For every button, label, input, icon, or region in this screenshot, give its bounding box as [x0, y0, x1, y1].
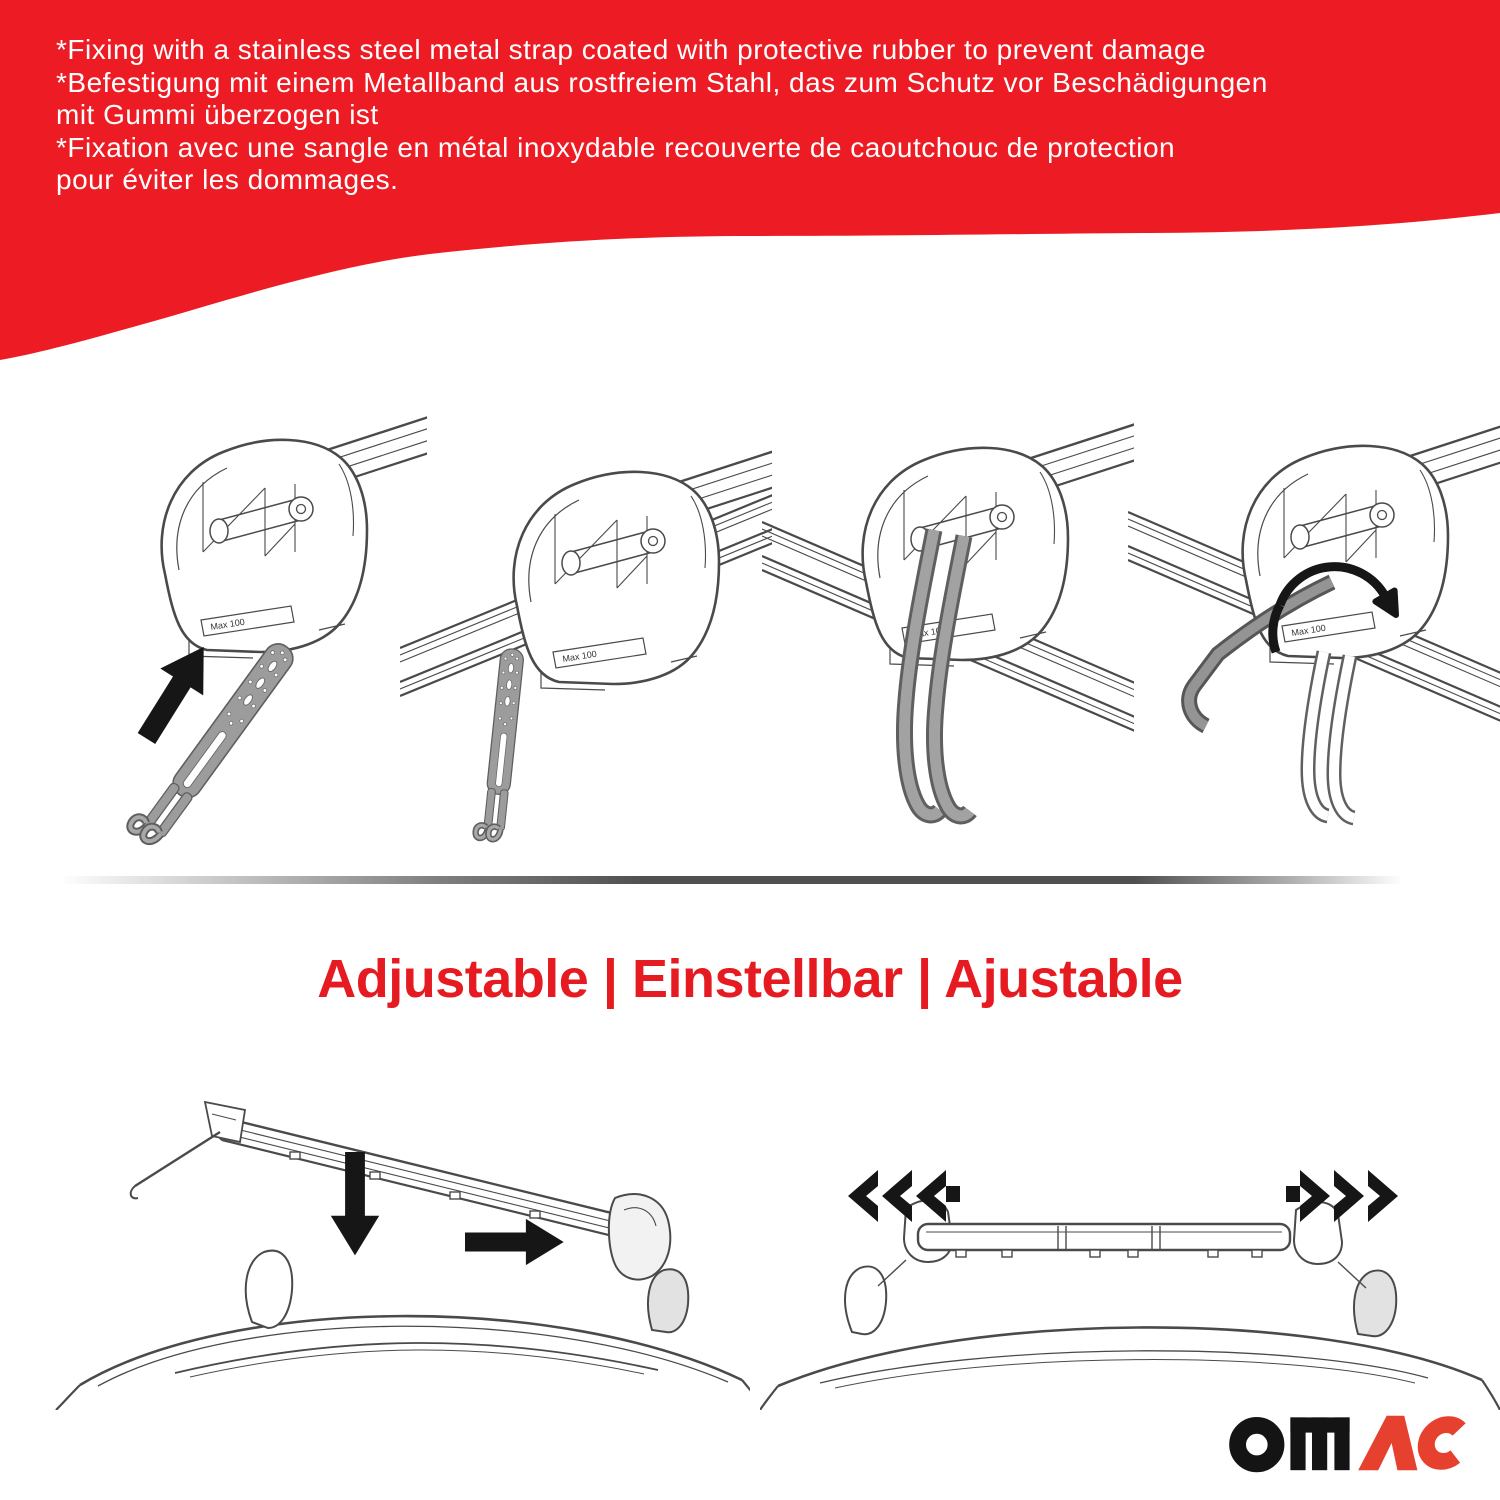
roof-rack-foot	[514, 472, 719, 690]
bar-end-foot	[609, 1194, 670, 1279]
logo-letter-c	[1424, 1425, 1460, 1462]
banner-line-fr-1: *Fixation avec une sangle en métal inoxydable recouverte de caoutchouc de protection	[56, 131, 1176, 163]
logo-letter-o	[1238, 1425, 1276, 1463]
crossbar	[218, 1118, 640, 1242]
chevrons-right-icon	[1286, 1170, 1398, 1222]
left-rail-mount	[246, 1251, 292, 1328]
step-4-tighten-with-allen-key	[1128, 390, 1500, 848]
omac-logo	[1228, 1406, 1468, 1480]
step-2-strap-through-rail	[400, 390, 772, 848]
hanging-strap	[475, 647, 524, 840]
banner-line-fr-2: pour éviter les dommages.	[56, 164, 399, 195]
logo-letter-m	[1290, 1417, 1349, 1470]
left-rail-mount	[845, 1266, 886, 1334]
car-roof	[760, 1327, 1500, 1410]
right-rail-mount	[648, 1269, 688, 1332]
car-roof	[56, 1316, 750, 1410]
section-divider	[58, 876, 1403, 884]
right-rail-mount	[1354, 1270, 1396, 1336]
right-arrow-icon	[465, 1219, 564, 1265]
bar-end-clamp	[205, 1102, 245, 1142]
locking-pin	[131, 1132, 220, 1198]
logo-letters-ac	[1358, 1416, 1461, 1470]
logo-letter-a	[1358, 1416, 1425, 1470]
step-1-insert-strap	[55, 390, 427, 848]
roof-rack-foot	[162, 440, 367, 658]
banner-line-de-2: mit Gummi überzogen ist	[56, 99, 379, 130]
tightened-strap	[1308, 652, 1354, 818]
diagram-bar-placement	[40, 1080, 750, 1410]
adjustable-title: Adjustable | Einstellbar | Ajustable	[317, 949, 1183, 1009]
banner-line-de-1: *Befestigung mit einem Metallband aus rostfreiem Stahl, das zum Schutz vor Beschädigungen	[56, 66, 1268, 98]
diagram-width-adjustment	[760, 1080, 1500, 1410]
crossbar	[918, 1224, 1290, 1257]
step-3-strap-wrapped-around-rail	[762, 390, 1134, 848]
chevrons-left-icon	[848, 1170, 960, 1222]
banner-line-en: *Fixing with a stainless steel metal strap coated with protective rubber to prevent damage	[56, 34, 1207, 65]
promo-banner	[56, 34, 1476, 197]
